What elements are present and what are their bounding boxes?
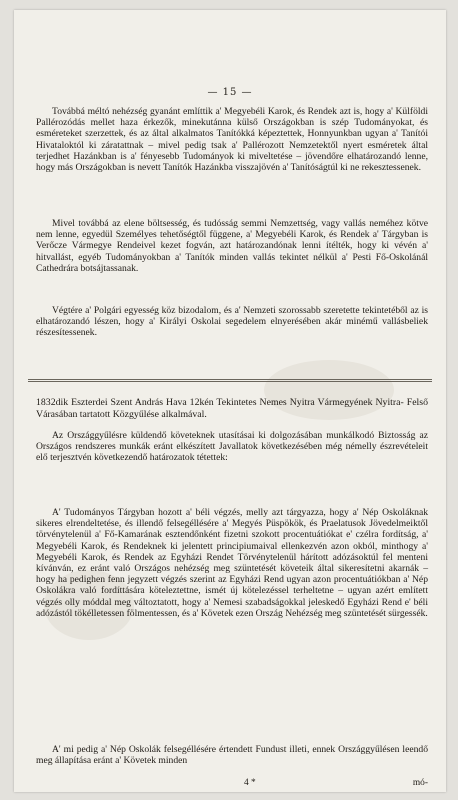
section-divider bbox=[28, 379, 432, 380]
paragraph-5 bbox=[36, 507, 428, 619]
assembly-heading: 1832dik Eszterdei Szent András Hava 12kén Tekintetes Nemes Nyitra Vármegyének Nyitra- Felső Várasában tartatott Közgyűlése alkalmával. bbox=[36, 397, 428, 420]
paragraph-1 bbox=[36, 106, 428, 173]
paragraph-text: Mivel továbbá az elene böltsesség, és tudósság semmi Nemzettség, vagy vallás neméhez kötve nem lenne, egyedül Személyes tehetőségtől függene, a' Megyebéli Karok, és Rendek a' Tárgyban is Verőcze Vármegye Rendeivel kezet fogván, azt határozandónak lenni ítélték, hogy ki vévén a' hitvallást, egyéb Tudományokban a' Tanítók minden vallás tekintet nélkül a' Pesti Fő-Oskolánál Cathedrára botsájtassanak. bbox=[36, 218, 428, 274]
paragraph-text: Végtére a' Polgári egyesség köz bizodalom, és a' Nemzeti szorossabb szeretette tekintetéből az is elhatározandó lészen, hogy a' Királyi Oskolai segedelem elnyerésében akár minémű vallásbeliek részesítessenek. bbox=[36, 305, 428, 339]
paragraph-2 bbox=[36, 218, 428, 274]
signature-mark: 4 * bbox=[244, 778, 256, 788]
paragraph-4 bbox=[36, 430, 428, 464]
paragraph-6 bbox=[36, 744, 428, 766]
section-divider bbox=[28, 381, 432, 382]
paragraph-text: A' mi pedig a' Nép Oskolák felsegéllésére értendett Fundust illeti, ennek Országgyűlésen leendő meg állapítása eránt a' Követek minden bbox=[36, 744, 428, 767]
page-number: — 15 — bbox=[207, 87, 253, 98]
page-footer bbox=[36, 778, 428, 790]
paragraph-text: Az Országgyűlésre küldendő követeknek utasításai ki dolgozásában munkálkodó Biztosság az Országos rendszeres munkák eránt elkészített Javallatok következésében még némelly észrevételeit elő terjesztvén következendő határozatok tétettek: bbox=[36, 430, 428, 464]
catchword: mó- bbox=[412, 778, 428, 788]
paragraph-text: A' Tudományos Tárgyban hozott a' béli végzés, melly azt tárgyazza, hogy a' Nép Oskoláknak sikeres elrendeltetése, és illendő felsegéllésére a' Megyés Püspökök, és Praelatusok Jövedelmeiktől törvénytelenül a' Fő-Kamarának esztendőnként fizetni szokott procentuátiókat e' czélra fordítság, a' Megyebéli Karok, és Rendeknek ki jelentett principiumaival ellenkezvén azon okból, minthogy a' Megyebéli Karok, és Rendek az Egyházi Rendet Törvénytelenül hárított adózásoktúl fel menteni kívánván, ez eránt való Országos nehézség meg szüntetését követeik által sikeresítetni akarnák – hogy ha pedighen fenn jegyzett végzés szerint az Egyházi Rend ugyan azon procentuátiókban a' Nép Oskolákra való fordíttására köteleztettne, ismét új kötelezéssel terheltetne – ugyan azért említett végzés olly móddal meg változtatott, hogy a' Nemesi szabadságokkal jeleskedő Egyházi Rend e' béli adózástól tökélletessen fölmentessen, és a' Követek ezen Ország Nehézség meg szüntetését sürgessék. bbox=[36, 507, 428, 619]
document-page bbox=[14, 10, 446, 792]
paragraph-3 bbox=[36, 305, 428, 339]
paragraph-text: Továbbá méltó nehézség gyanánt említtik a' Megyebéli Karok, és Rendek azt is, hogy a' Külföldi Pallérozódás mellet haza érkezők, minekutánna külső Országokban is szép Tudományokat, és esméreteket szerzettek, és az által alkalmatos Tanítókká képeztettek, Honnyunkban ugyan a' Tanítói Hivataloktól ki záratattnak – mivel pedig tsak a' Pallérozott Nemzetektől nyert esméretek által terjedhet Hazánkban is a' fényesebb Tudományok ki miveltetése – jövendőre elhatározandó lenne, hogy más Országokban is nevett Tanítók Hazánkba visszajövén a' Tanítóságtúl ki ne rekesztessenek. bbox=[36, 106, 428, 174]
